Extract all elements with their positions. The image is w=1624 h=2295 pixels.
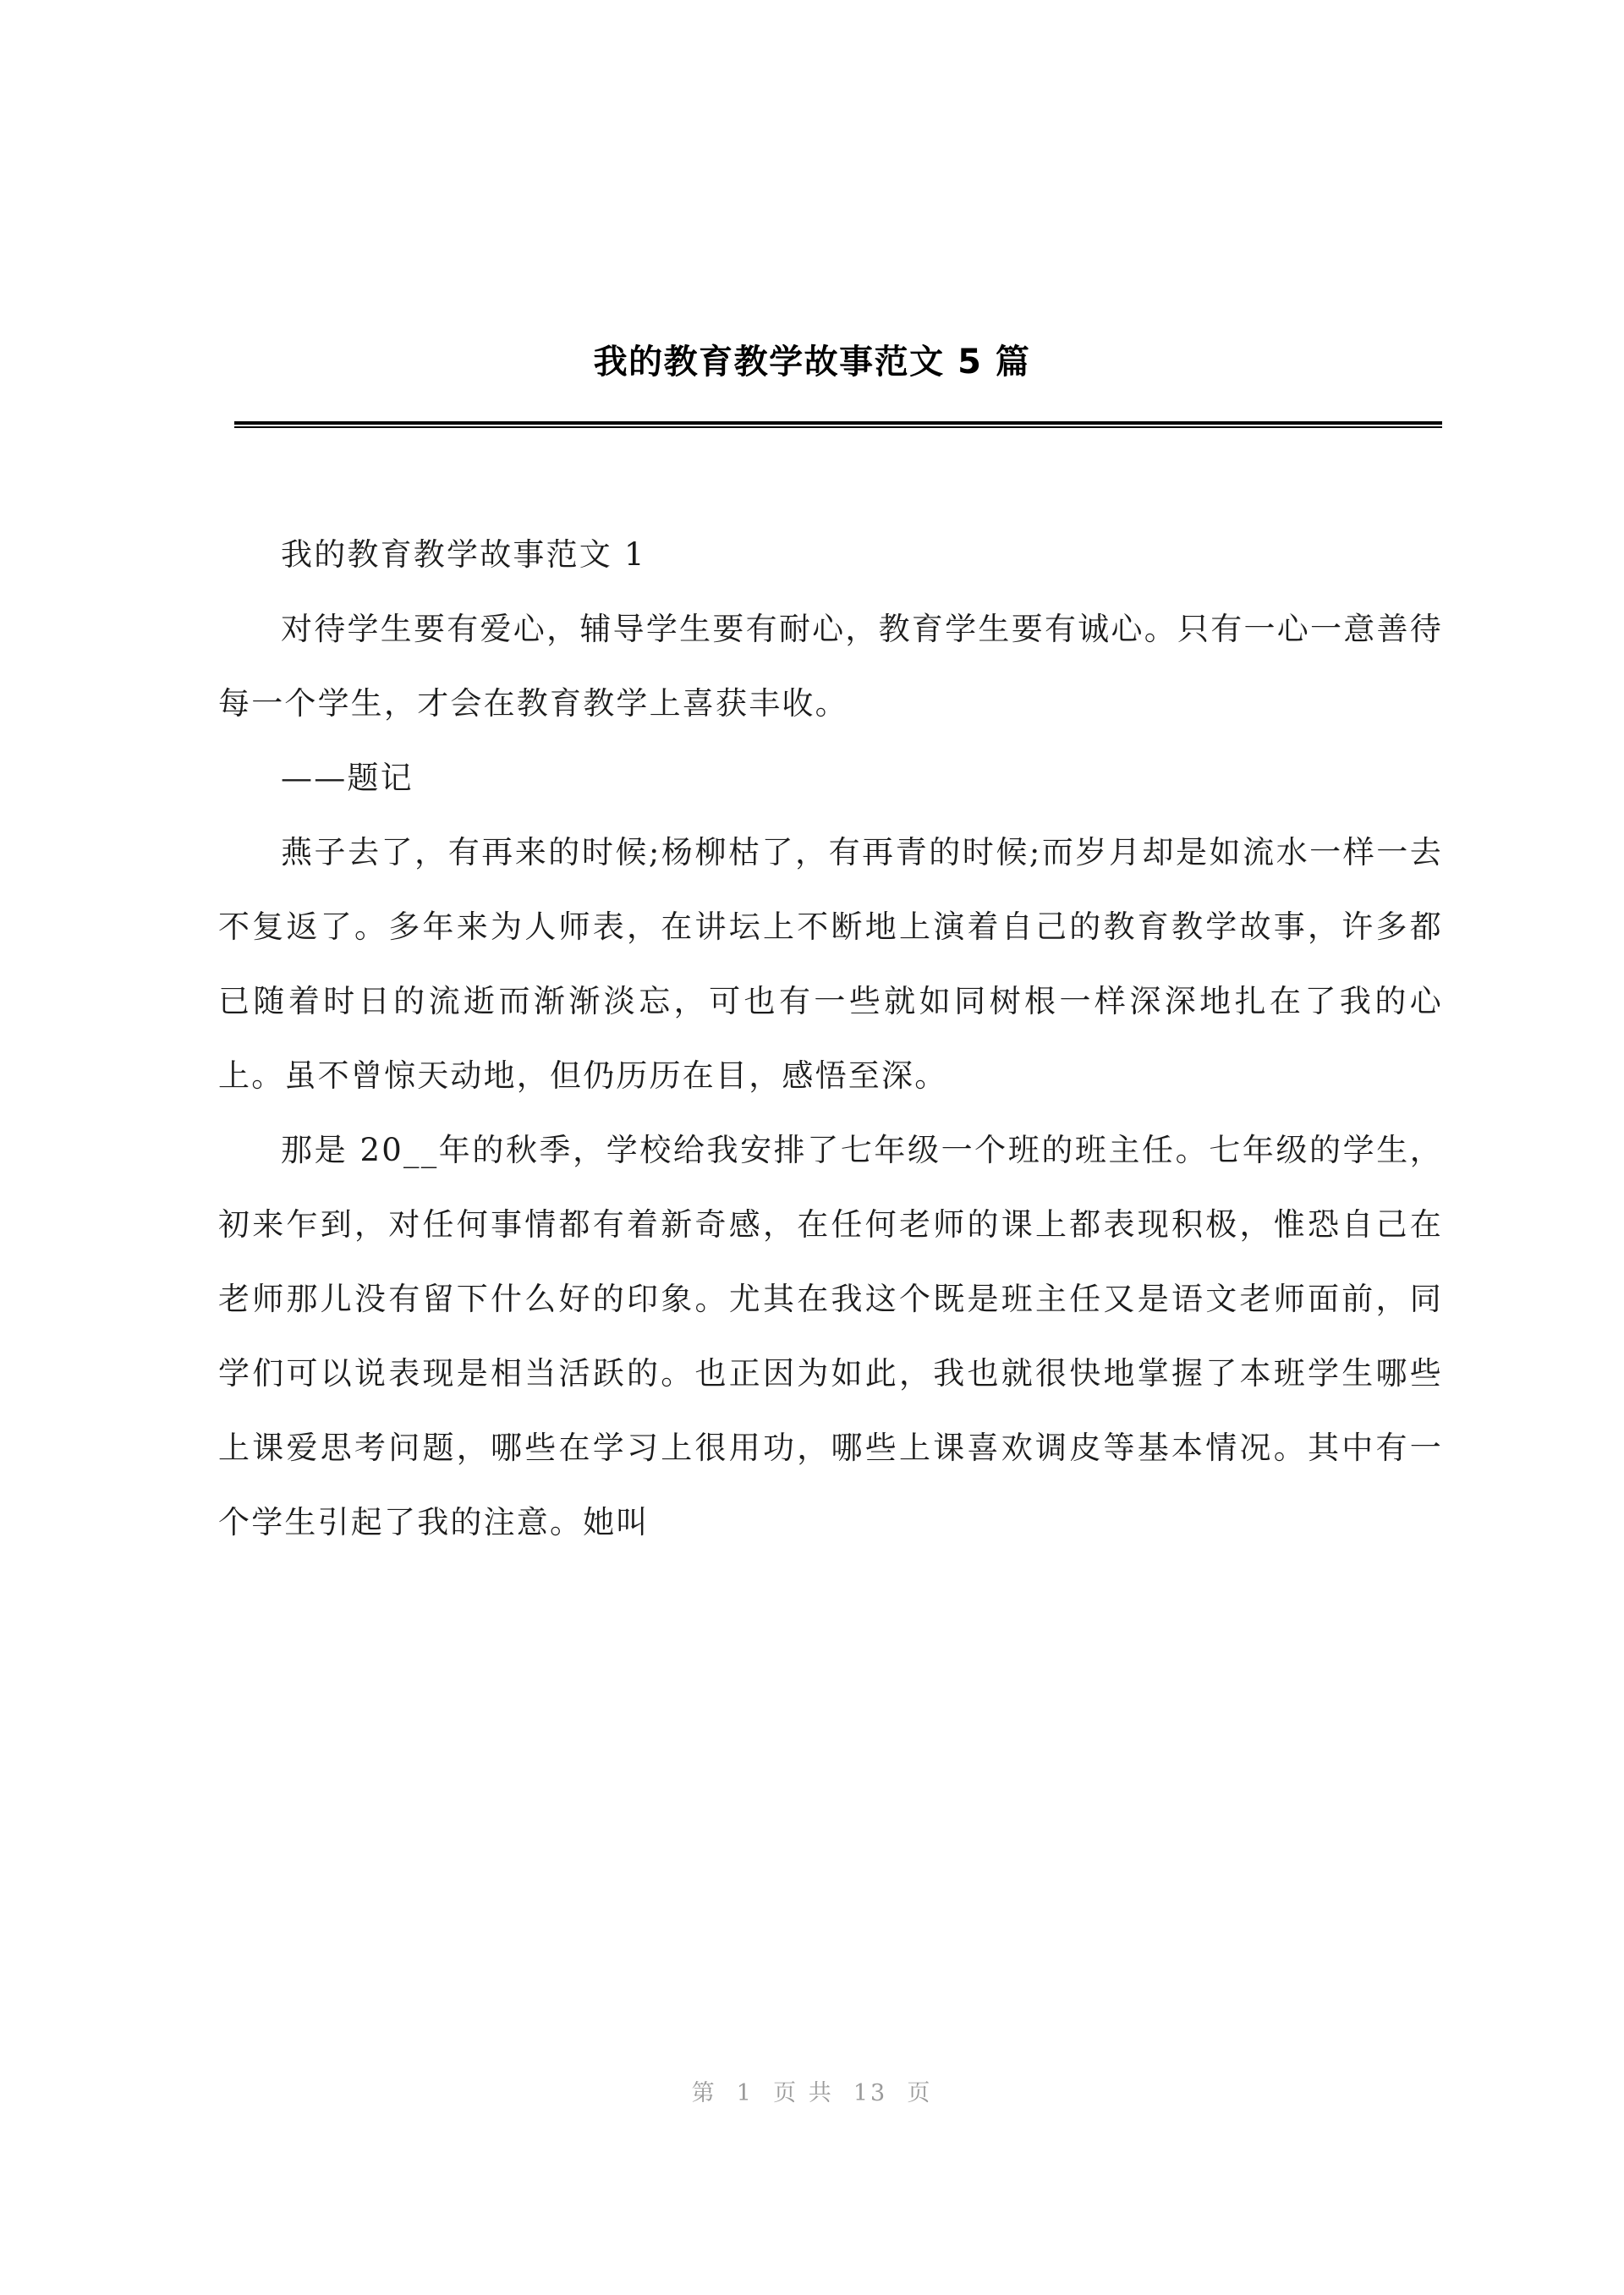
page-title: 我的教育教学故事范文 5 篇 [593,342,1031,382]
page-number: 第 1 页 共 13 页 [691,2080,933,2106]
document-body [218,518,1443,1560]
paragraph-heading-sample-1: 我的教育教学故事范文 1 [281,536,646,573]
page-footer [0,2074,1624,2107]
divider-thick-line [234,421,1442,425]
paragraph-swallows: 燕子去了，有再来的时候;杨柳枯了，有再青的时候;而岁月却是如流水一样一去不复返了。多年来为人师表，在讲坛上不断地上演着自己的教育教学故事，许多都已随着时日的流逝而渐渐淡忘，可也有一些就如同树根一样深深地扎在了我的心上。虽不曾惊天动地，但仍历历在目，感悟至深。 [218,834,1443,1094]
paragraph-intro: 对待学生要有爱心，辅导学生要有耐心，教育学生要有诚心。只有一心一意善待每一个学生，才会在教育教学上喜获丰收。 [218,611,1443,722]
paragraph-epigraph: ——题记 [281,760,414,796]
paragraph-autumn: 那是 20__年的秋季，学校给我安排了七年级一个班的班主任。七年级的学生，初来乍到，对任何事情都有着新奇感，在任何老师的课上都表现积极，惟恐自己在老师那儿没有留下什么好的印象。尤其在我这个既是班主任又是语文老师面前，同学们可以说表现是相当活跃的。也正因为如此，我也就很快地掌握了本班学生哪些上课爱思考问题，哪些在学习上很用功，哪些上课喜欢调皮等基本情况。其中有一个学生引起了我的注意。她叫 [218,1132,1443,1540]
title-divider [234,421,1442,428]
divider-thin-line [234,426,1442,428]
page-title-container [0,318,1624,406]
